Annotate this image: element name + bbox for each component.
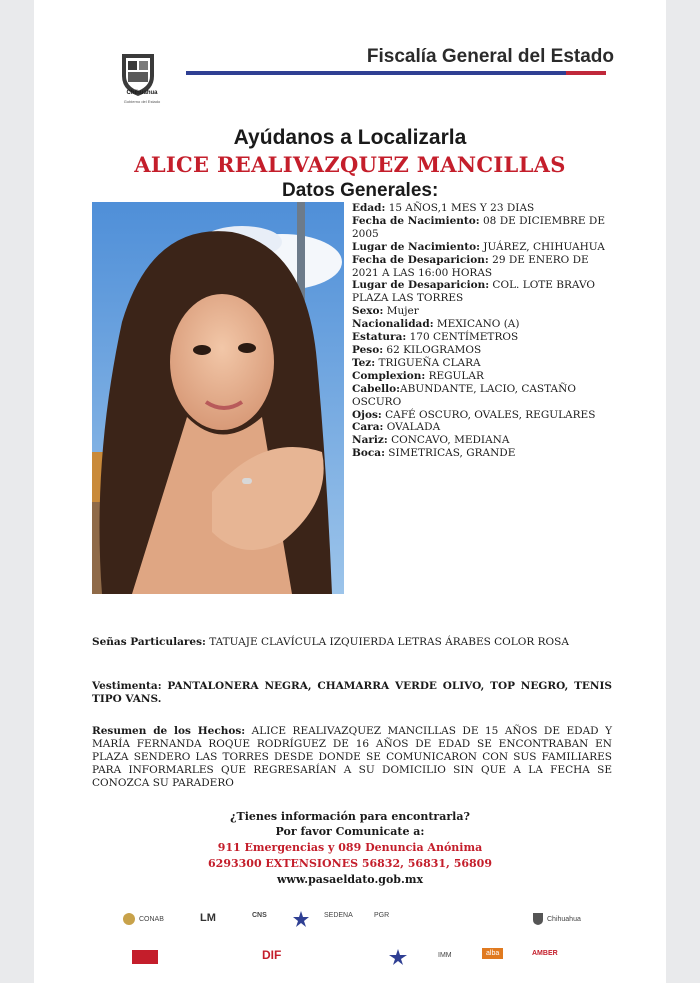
federal-star-icon (388, 948, 408, 966)
detail-row (352, 215, 614, 241)
headline: Ayúdanos a Localizarla (233, 126, 467, 149)
emergency-numbers: 911 Emergencias y 089 Denuncia Anónima (217, 841, 483, 854)
detail-value: TRIGUEÑA CLARA (375, 356, 481, 369)
distinctive-marks-value: TATUAJE CLAVÍCULA IZQUIERDA LETRAS ÁRABES COLOR ROSA (205, 636, 569, 648)
clothing-label: Vestimenta: (92, 680, 162, 692)
missing-person-photo (92, 202, 344, 594)
chihuahua-shield-icon (532, 912, 544, 926)
partner-logos (92, 898, 612, 982)
detail-value: 15 AÑOS,1 MES Y 23 DIAS (385, 202, 535, 214)
seal-subcaption: Gobierno del Estado (123, 99, 161, 104)
detail-value: CAFÉ OSCURO, OVALES, REGULARES (381, 408, 596, 421)
detail-row (352, 421, 614, 434)
detail-label: Peso: (352, 343, 384, 356)
logo-conab: CONAB (122, 912, 164, 926)
detail-value: 62 KILOGRAMOS (383, 343, 482, 356)
detail-label: Fecha de Nacimiento: (352, 214, 480, 227)
logo-chihuahua: Chihuahua (532, 912, 581, 926)
detail-row (352, 254, 614, 280)
detail-label: Complexion: (352, 369, 426, 382)
missing-person-name: ALICE REALIVAZQUEZ MANCILLAS (134, 152, 566, 177)
website-link[interactable]: www.pasaeldato.gob.mx (276, 873, 424, 886)
detail-value: ABUNDANTE, LACIO, CASTAÑO OSCURO (352, 382, 576, 408)
distinctive-marks-label: Señas Particulares: (92, 636, 206, 648)
contact-please: Por favor Comunicate a: (275, 825, 425, 838)
case-summary-label: Resumen de los Hechos: (92, 725, 246, 737)
clothing (92, 680, 612, 706)
detail-label: Fecha de Desaparicion: (352, 253, 489, 266)
detail-value: CONCAVO, MEDIANA (387, 434, 510, 447)
detail-label: Tez: (352, 356, 376, 369)
logo-police (292, 910, 310, 928)
logo-lm: LM (200, 912, 216, 924)
logo-imm: IMM (438, 952, 452, 959)
case-summary-value: ALICE REALIVAZQUEZ MANCILLAS DE 15 AÑOS DE EDAD Y MARÍA FERNANDA ROQUE RODRÍGUEZ DE 16 AÑOS DE EDAD SE ENCONTRABAN EN PLAZA SENDERO LAS TORRES DESDE DONDE SE COMUNICARON CON SUS FAMILIARES PARA INFORMARLES QUE REGRESARÍAN A SU DOMICILIO SIN QUE A LA FECHA SE CONOZCA SU PARADERO (92, 725, 612, 789)
poster-sheet (34, 0, 666, 983)
detail-row (352, 383, 614, 409)
clothing-value: PANTALONERA NEGRA, CHAMARRA VERDE OLIVO, TOP NEGRO, TENIS TIPO VANS. (92, 680, 612, 705)
detail-row (352, 370, 614, 383)
detail-label: Lugar de Nacimiento: (352, 240, 480, 253)
detail-value: OVALADA (383, 421, 441, 434)
detail-label: Boca: (352, 447, 385, 460)
seal-caption: Chihuahua (126, 90, 158, 96)
detail-value: JUÁREZ, CHIHUAHUA (479, 240, 605, 253)
phone-extensions: 6293300 EXTENSIONES 56832, 56831, 56809 (208, 857, 492, 870)
detail-row (352, 409, 614, 422)
case-summary (92, 725, 612, 790)
red-badge-icon (132, 950, 158, 964)
contact-question: ¿Tienes información para encontrarla? (230, 810, 470, 823)
header-stripe-red (566, 71, 606, 75)
logo-federal-police (388, 948, 408, 966)
detail-row (352, 447, 614, 460)
detail-label: Nacionalidad: (352, 318, 434, 331)
general-data-list (352, 202, 614, 460)
logo-red-badge (132, 950, 158, 964)
agency-name: Fiscalía General del Estado (366, 46, 614, 67)
detail-value: COL. LOTE BRAVO PLAZA LAS TORRES (352, 279, 595, 305)
detail-label: Nariz: (352, 434, 388, 447)
detail-value: 170 CENTÍMETROS (406, 331, 519, 344)
detail-value: 29 DE ENERO DE 2021 A LAS 16:00 HORAS (352, 253, 589, 279)
detail-label: Ojos: (352, 408, 382, 421)
detail-value: REGULAR (425, 369, 484, 382)
logo-pgr: PGR (374, 912, 390, 919)
detail-row (352, 357, 614, 370)
detail-value: MEXICANO (A) (433, 318, 520, 331)
detail-value: 08 DE DICIEMBRE DE 2005 (352, 214, 605, 240)
logo-cns: CNS (252, 912, 267, 919)
detail-row (352, 434, 614, 447)
detail-label: Lugar de Desaparicion: (352, 279, 490, 292)
detail-row (352, 331, 614, 344)
detail-row (352, 202, 614, 215)
logo-sedena: SEDENA (324, 912, 353, 919)
police-star-icon (292, 910, 310, 928)
detail-value: SIMETRICAS, GRANDE (384, 447, 516, 460)
logo-dif: DIF (262, 948, 282, 962)
detail-row (352, 344, 614, 357)
detail-value: Mujer (383, 305, 419, 318)
detail-row (352, 318, 614, 331)
general-data-title: Datos Generales: (282, 180, 439, 201)
conab-icon (122, 912, 136, 926)
logo-alba: alba (482, 948, 503, 959)
header-stripe-blue (186, 71, 566, 75)
distinctive-marks (92, 636, 612, 649)
detail-label: Sexo: (352, 305, 384, 318)
detail-row (352, 279, 614, 305)
detail-label: Cara: (352, 421, 384, 434)
detail-label: Estatura: (352, 331, 407, 344)
detail-label: Cabello: (352, 382, 401, 395)
detail-label: Edad: (352, 202, 386, 214)
detail-row (352, 241, 614, 254)
detail-row (352, 305, 614, 318)
logo-amber: AMBER (532, 950, 558, 957)
